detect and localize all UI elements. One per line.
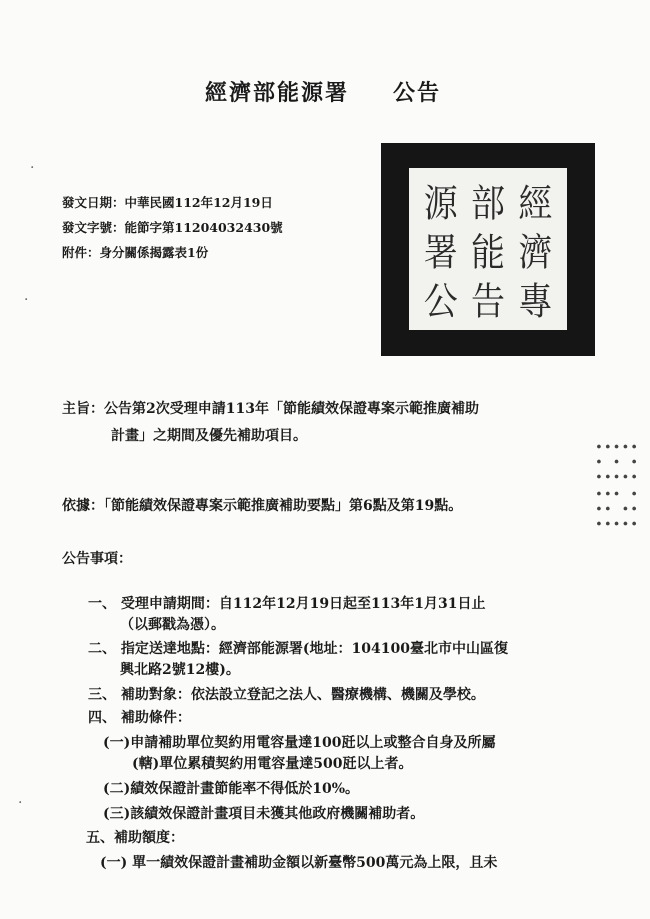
item-3: 三、 補助對象：依法設立登記之法人、醫療機構、機關及學校。: [88, 687, 485, 703]
issue-number: 發文字號：能節字第11204032430號: [62, 220, 283, 235]
subject-line-2: 計畫」之期間及優先補助項目。: [111, 428, 307, 444]
item-4-sub-1-line-2: (轄)單位累積契約用電容量達500瓩以上者。: [132, 756, 413, 772]
seal-char: 部: [471, 182, 506, 227]
seal-char: 經: [518, 182, 553, 227]
seal-char: 公: [423, 280, 458, 325]
seal-char: 能: [471, 231, 506, 276]
item-5-sub-1: (一) 單一績效保證計畫補助金額以新臺幣500萬元為上限，且未: [100, 855, 498, 871]
item-1-line-1: 一、 受理申請期間：自112年12月19日起至113年1月31日止: [88, 596, 486, 612]
item-4-sub-1-line-1: (一)申請補助單位契約用電容量達100瓩以上或整合自身及所屬: [103, 735, 496, 751]
document-title: [205, 76, 441, 107]
scan-speck: ·: [24, 292, 29, 308]
title-type: 公告: [393, 80, 442, 106]
title-agency: 經濟部能源署: [205, 80, 350, 106]
item-2-line-2: 興北路2號12樓)。: [120, 662, 240, 678]
official-seal: [381, 143, 595, 356]
attachment-line: 附件：身分關係揭露表1份: [62, 245, 209, 260]
basis-line: 依據：「節能績效保證專案示範推廣補助要點」第6點及第19點。: [62, 498, 463, 514]
seal-char: 署: [423, 231, 458, 276]
seal-char: 濟: [518, 231, 553, 276]
notice-heading: 公告事項：: [62, 551, 132, 567]
item-4-sub-3: (三)該績效保證計畫項目未獲其他政府機關補助者。: [103, 806, 425, 822]
seal-char: 專: [518, 280, 553, 325]
item-5: 五、補助額度：: [86, 830, 184, 846]
item-1-line-2: （以郵戳為憑）。: [120, 617, 225, 633]
item-4: 四、 補助條件：: [88, 710, 191, 726]
item-2-line-1: 二、 指定送達地點：經濟部能源署(地址：104100臺北市中山區復: [88, 641, 508, 657]
subject-line-1: 主旨：公告第2次受理申請113年「節能績效保證專案示範推廣補助: [62, 401, 479, 417]
scan-speck: ·: [30, 160, 35, 176]
seal-char: 源: [423, 182, 458, 227]
issue-date: 發文日期：中華民國112年12月19日: [62, 195, 273, 210]
punch-dots-top: ∙∙∙∙∙ ∙ ∙ ∙ ∙∙∙∙∙: [595, 440, 640, 485]
scan-speck: ·: [18, 795, 23, 811]
seal-char: 告: [471, 280, 506, 325]
item-4-sub-2: (二)績效保證計畫節能率不得低於10%。: [103, 781, 360, 797]
punch-dots-bottom: ∙∙∙ ∙ ∙∙ ∙∙ ∙∙∙∙∙: [595, 487, 640, 532]
